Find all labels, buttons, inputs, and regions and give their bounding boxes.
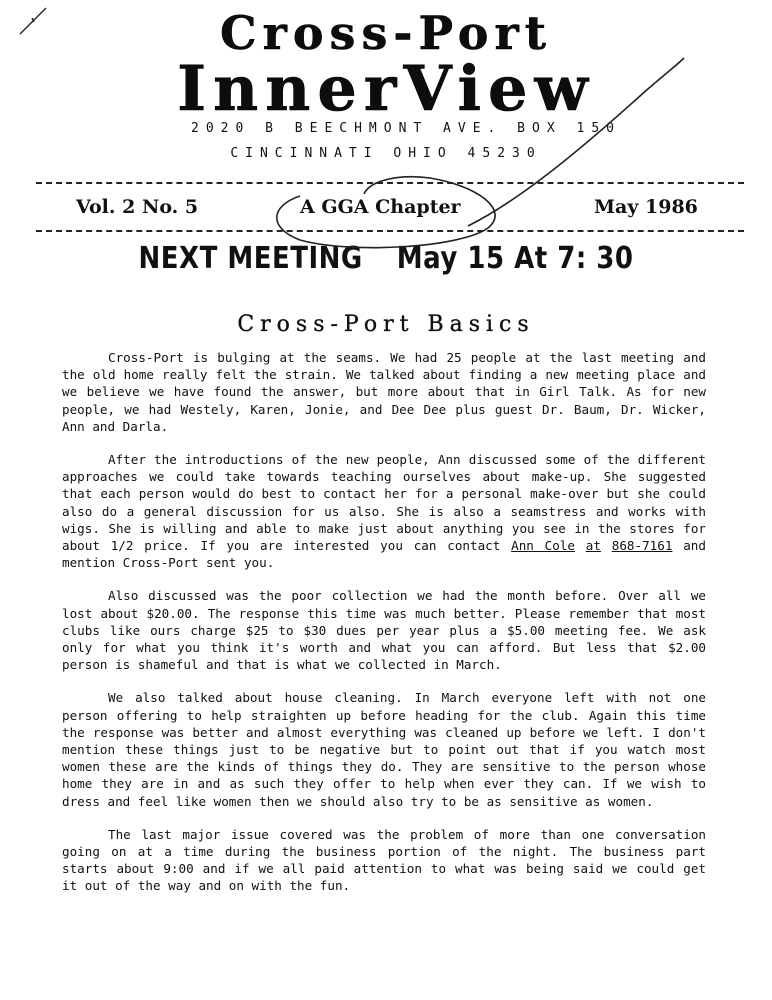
next-meeting-label: NEXT MEETING — [138, 241, 363, 277]
article-title: Cross-Port Basics — [237, 312, 535, 337]
address-street: 2020 B BEECHMONT AVE. BOX 150 — [191, 121, 621, 136]
paragraph-5: The last major issue covered was the problem of more than one conversation going on at a time during the business portion of the night. The business part starts about 9:00 and if we all paid attention to what was being said we could get it out of the way and on with the fun. — [62, 826, 706, 894]
article-body — [62, 349, 706, 911]
masthead-line1: Cross-Port — [220, 6, 552, 60]
contact-at: at — [585, 538, 601, 554]
contact-name: Ann Cole — [511, 538, 575, 554]
contact-tail: and mention Cross-Port sent you. — [62, 538, 706, 571]
issue-bar — [0, 196, 772, 226]
divider-top — [36, 182, 744, 184]
paragraph-3: Also discussed was the poor collection we had the month before. Over all we lost about $20.00. The response this time was much better. Please remember that most clubs like ours charge $25 to $30 dues per year plus a $5.00 meeting fee. We ask only for what you think it's worth and what you can afford. But less that $2.00 person is shameful and that is what we collected in March. — [62, 588, 706, 673]
paragraph-2 — [62, 451, 706, 571]
issue-chapter: A GGA Chapter — [300, 196, 461, 218]
next-meeting-when: May 15 At 7: 30 — [396, 241, 634, 277]
paragraph-2-text: After the introductions of the new people, Ann discussed some of the different approaches we could take towards teaching ourselves about make-up. She suggested that each person would do best to contact her for a personal make-over but she could also do a general discussion for us also. She is also a seamstress and works with wigs. She is willing and able to make just about anything you see in the stores for about 1/2 price. If you are interested you can contact — [62, 452, 706, 554]
issue-date: May 1986 — [594, 196, 698, 218]
divider-bottom — [36, 230, 744, 232]
paragraph-1: Cross-Port is bulging at the seams. We had 25 people at the last meeting and the old home really felt the strain. We talked about finding a new meeting place and we believe we have found the answer, but more about that in Girl Talk. As for new people, we had Westely, Karen, Jonie, and Dee Dee plus guest Dr. Baum, Dr. Wicker, Ann and Darla. — [62, 350, 706, 434]
contact-phone: 868-7161 — [611, 538, 673, 554]
next-meeting-banner — [0, 242, 772, 277]
paragraph-4: We also talked about house cleaning. In March everyone left with not one person offering to help straighten up before heading for the club. Again this time the response was better and almost everything was cleaned up before we left. I don't mention these things just to be negative but to point out that if you watch most women these are the kinds of things they do. They are sensitive to the person whose home they are in and as such they offer to help when ever they can. If we wish to dress and feel like women then we should also try to be as sensitive as women. — [62, 690, 706, 809]
address-city: CINCINNATI OHIO 45230 — [230, 146, 542, 161]
issue-volume: Vol. 2 No. 5 — [76, 196, 199, 218]
masthead-line2: InnerView — [177, 52, 595, 125]
